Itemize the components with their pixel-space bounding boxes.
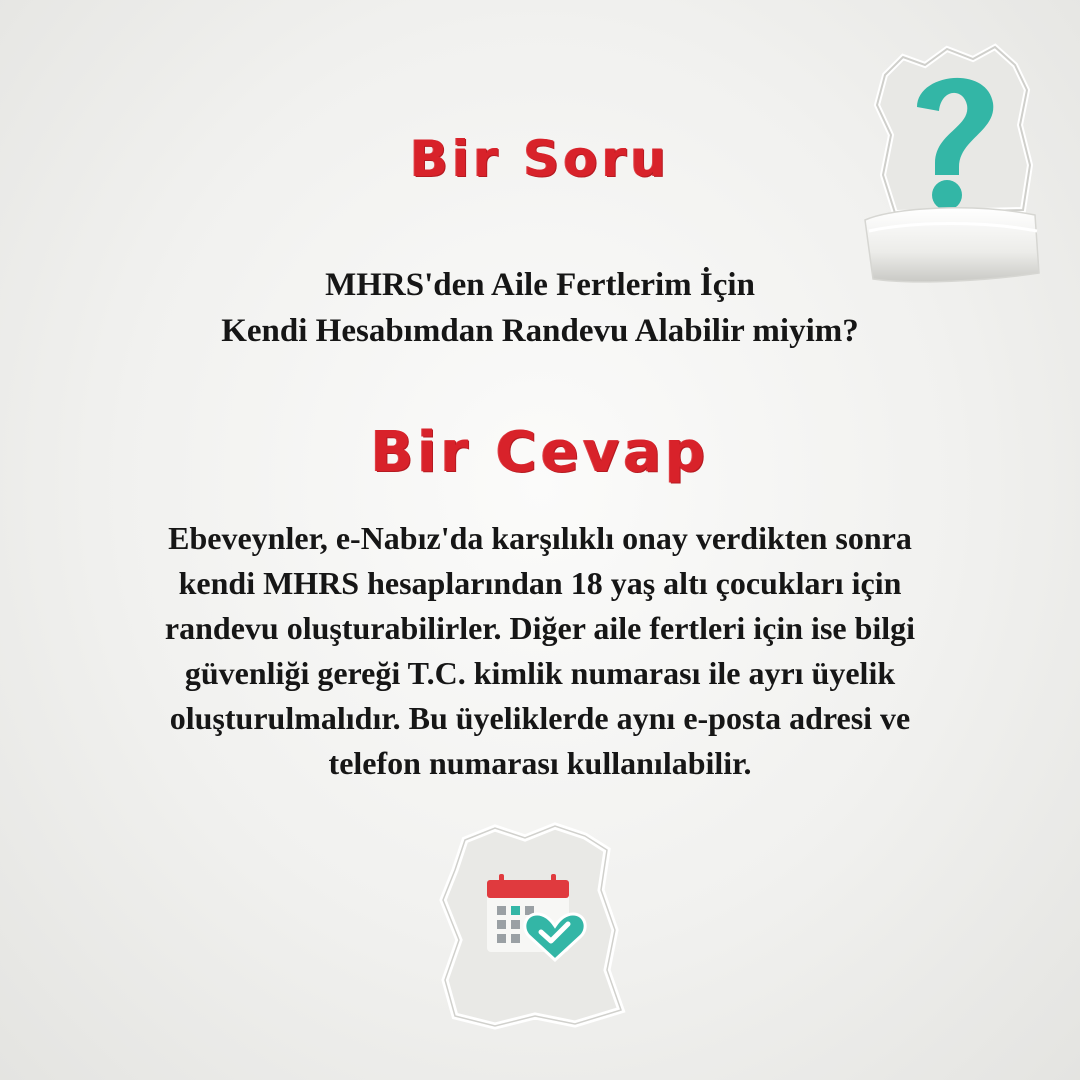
- answer-line: telefon numarası kullanılabilir.: [328, 745, 752, 781]
- answer-line: randevu oluşturabilirler. Diğer aile fertleri için ise bilgi: [164, 610, 916, 646]
- answer-line: güvenliği gereği T.C. kimlik numarası ile ayrı üyelik: [184, 655, 896, 691]
- answer-line: kendi MHRS hesaplarından 18 yaş altı çocukları için: [178, 565, 902, 601]
- calendar-heart-check-icon: [425, 820, 645, 1035]
- answer-line: oluşturulmalıdır. Bu üyeliklerde aynı e-posta adresi ve: [169, 700, 911, 736]
- answer-text: [110, 516, 970, 786]
- question-line: Kendi Hesabımdan Randevu Alabilir miyim?: [221, 313, 859, 349]
- question-line: MHRS'den Aile Fertlerim İçin: [325, 267, 755, 303]
- question-text: [0, 262, 1080, 354]
- answer-heading: Bir Cevap: [370, 420, 710, 485]
- answer-line: Ebeveynler, e-Nabız'da karşılıklı onay verdikten sonra: [168, 520, 912, 556]
- question-heading: Bir Soru: [410, 130, 670, 188]
